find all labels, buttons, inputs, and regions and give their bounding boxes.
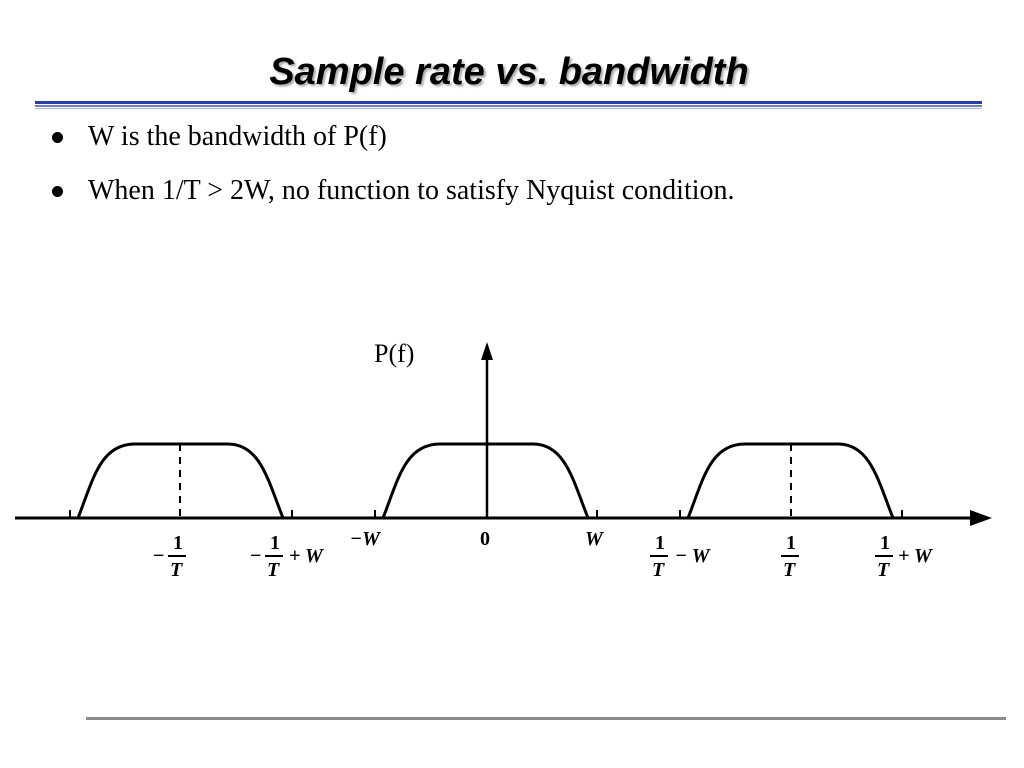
tick-suffix: + W [898, 545, 932, 567]
frequency-axis-arrow-icon [970, 510, 992, 526]
tick-label-zero: 0 [480, 528, 490, 550]
spectrum-diagram [0, 320, 1024, 620]
tick-sign: − [153, 545, 165, 567]
tick-numerator: 1 [270, 532, 280, 554]
spectrum-replica-left [70, 444, 292, 518]
bullet-text: W is the bandwidth of P(f) [88, 121, 387, 152]
tick-sign: − [250, 545, 262, 567]
bullet-item [52, 118, 735, 156]
bullet-text: When 1/T > 2W, no function to satisfy Nyquist condition. [88, 175, 735, 206]
bullet-item [52, 172, 735, 210]
bullet-dot-icon [52, 132, 63, 143]
tick-label-neg-w: −W [350, 528, 380, 550]
title-divider-secondary [35, 105, 982, 107]
tick-suffix: + W [289, 545, 323, 567]
tick-label-inverse-t-minus-w [650, 532, 711, 581]
tick-label-neg-inverse-t [153, 532, 186, 581]
slide-title: Sample rate vs. bandwidth [269, 51, 749, 93]
bullet-list [52, 118, 735, 226]
footer-divider [86, 717, 1006, 720]
tick-denominator: T [877, 559, 890, 581]
tick-denominator: T [652, 559, 665, 581]
bullet-dot-icon [52, 186, 63, 197]
tick-denominator: T [783, 559, 796, 581]
tick-label-inverse-t-plus-w [875, 532, 933, 581]
amplitude-axis-arrow-icon [481, 342, 493, 360]
tick-numerator: 1 [880, 532, 890, 554]
tick-suffix: − W [675, 545, 710, 567]
tick-label-neg-inverse-t-plus-w [250, 532, 324, 581]
title-divider-tertiary [35, 108, 982, 109]
tick-numerator: 1 [655, 532, 665, 554]
tick-label-inverse-t [781, 532, 799, 581]
y-axis-label: P(f) [374, 339, 415, 368]
tick-denominator: T [267, 559, 280, 581]
title-divider [35, 101, 982, 104]
tick-label-w: W [585, 528, 603, 550]
tick-denominator: T [170, 559, 183, 581]
spectrum-replica-right [680, 444, 902, 518]
tick-numerator: 1 [173, 532, 183, 554]
tick-numerator: 1 [786, 532, 796, 554]
